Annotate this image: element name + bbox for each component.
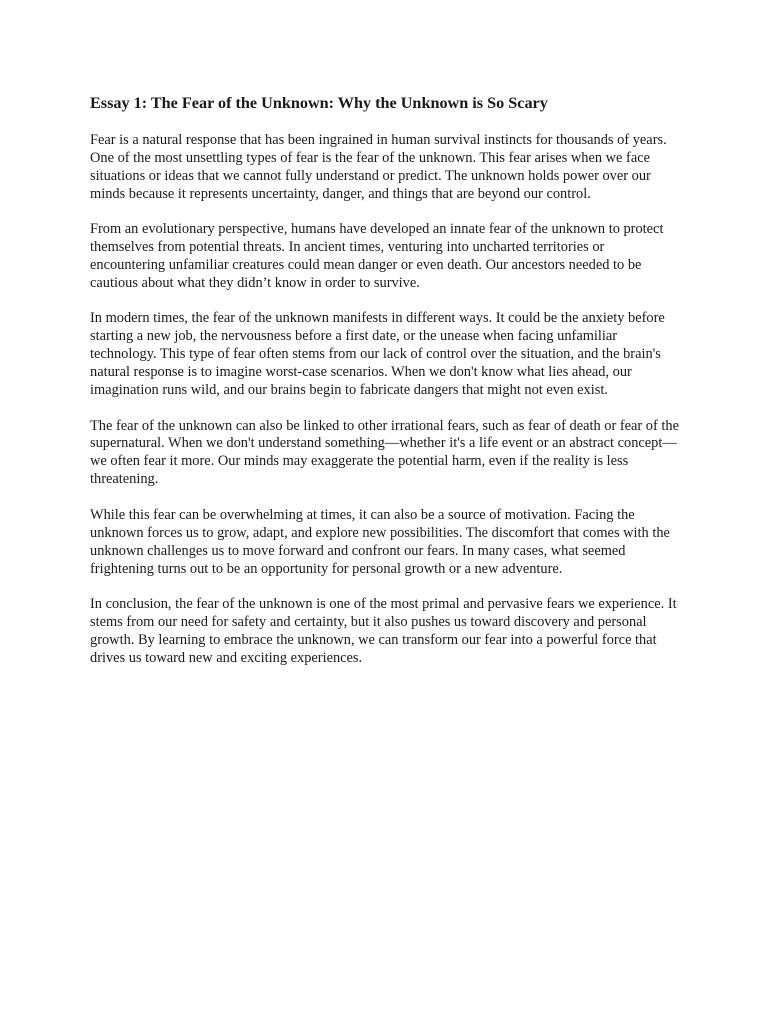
paragraph-modern-times: In modern times, the fear of the unknown manifests in different ways. It could be the anxiety before starting a new job, the nervousness before a first date, or the unease when facing unfamiliar technology. This type of fear often stems from our lack of control over the situation, and the brain's natural response is to imagine worst-case scenarios. When we don't know what lies ahead, our imagination runs wild, and our brains begin to fabricate dangers that might not even exist. xyxy=(90,310,665,399)
paragraph-intro: Fear is a natural response that has been ingrained in human survival instincts for thousands of years. One of the most unsettling types of fear is the fear of the unknown. This fear arises when we face situations or ideas that we cannot fully understand or predict. The unknown holds power over our minds because it represents uncertainty, danger, and things that are beyond our control. xyxy=(90,132,667,202)
paragraph-motivation: While this fear can be overwhelming at times, it can also be a source of motivation. Facing the unknown forces us to grow, adapt, and explore new possibilities. The discomfort that comes with the unknown challenges us to move forward and confront our fears. In many cases, what seemed frightening turns out to be an opportunity for personal growth or a new adventure. xyxy=(90,506,670,577)
essay-body xyxy=(90,93,682,685)
paragraph-evolutionary: From an evolutionary perspective, humans have developed an innate fear of the unknown to protect themselves from potential threats. In ancient times, venturing into uncharted territories or encountering unfamiliar creatures could mean danger or even death. Our ancestors needed to be cautious about what they didn’t know in order to survive. xyxy=(90,221,664,291)
essay-title: Essay 1: The Fear of the Unknown: Why the Unknown is So Scary xyxy=(90,94,548,112)
paragraph-irrational-fears: The fear of the unknown can also be linked to other irrational fears, such as fear of death or fear of the supernatural. When we don't understand something—whether it's a life event or an abstract concept—we often fear it more. Our minds may exaggerate the potential harm, even if the reality is less threatening. xyxy=(90,417,679,488)
paragraph-conclusion: In conclusion, the fear of the unknown is one of the most primal and pervasive fears we experience. It stems from our need for safety and certainty, but it also pushes us toward discovery and personal growth. By learning to embrace the unknown, we can transform our fear into a powerful force that drives us toward new and exciting experiences. xyxy=(90,596,677,666)
